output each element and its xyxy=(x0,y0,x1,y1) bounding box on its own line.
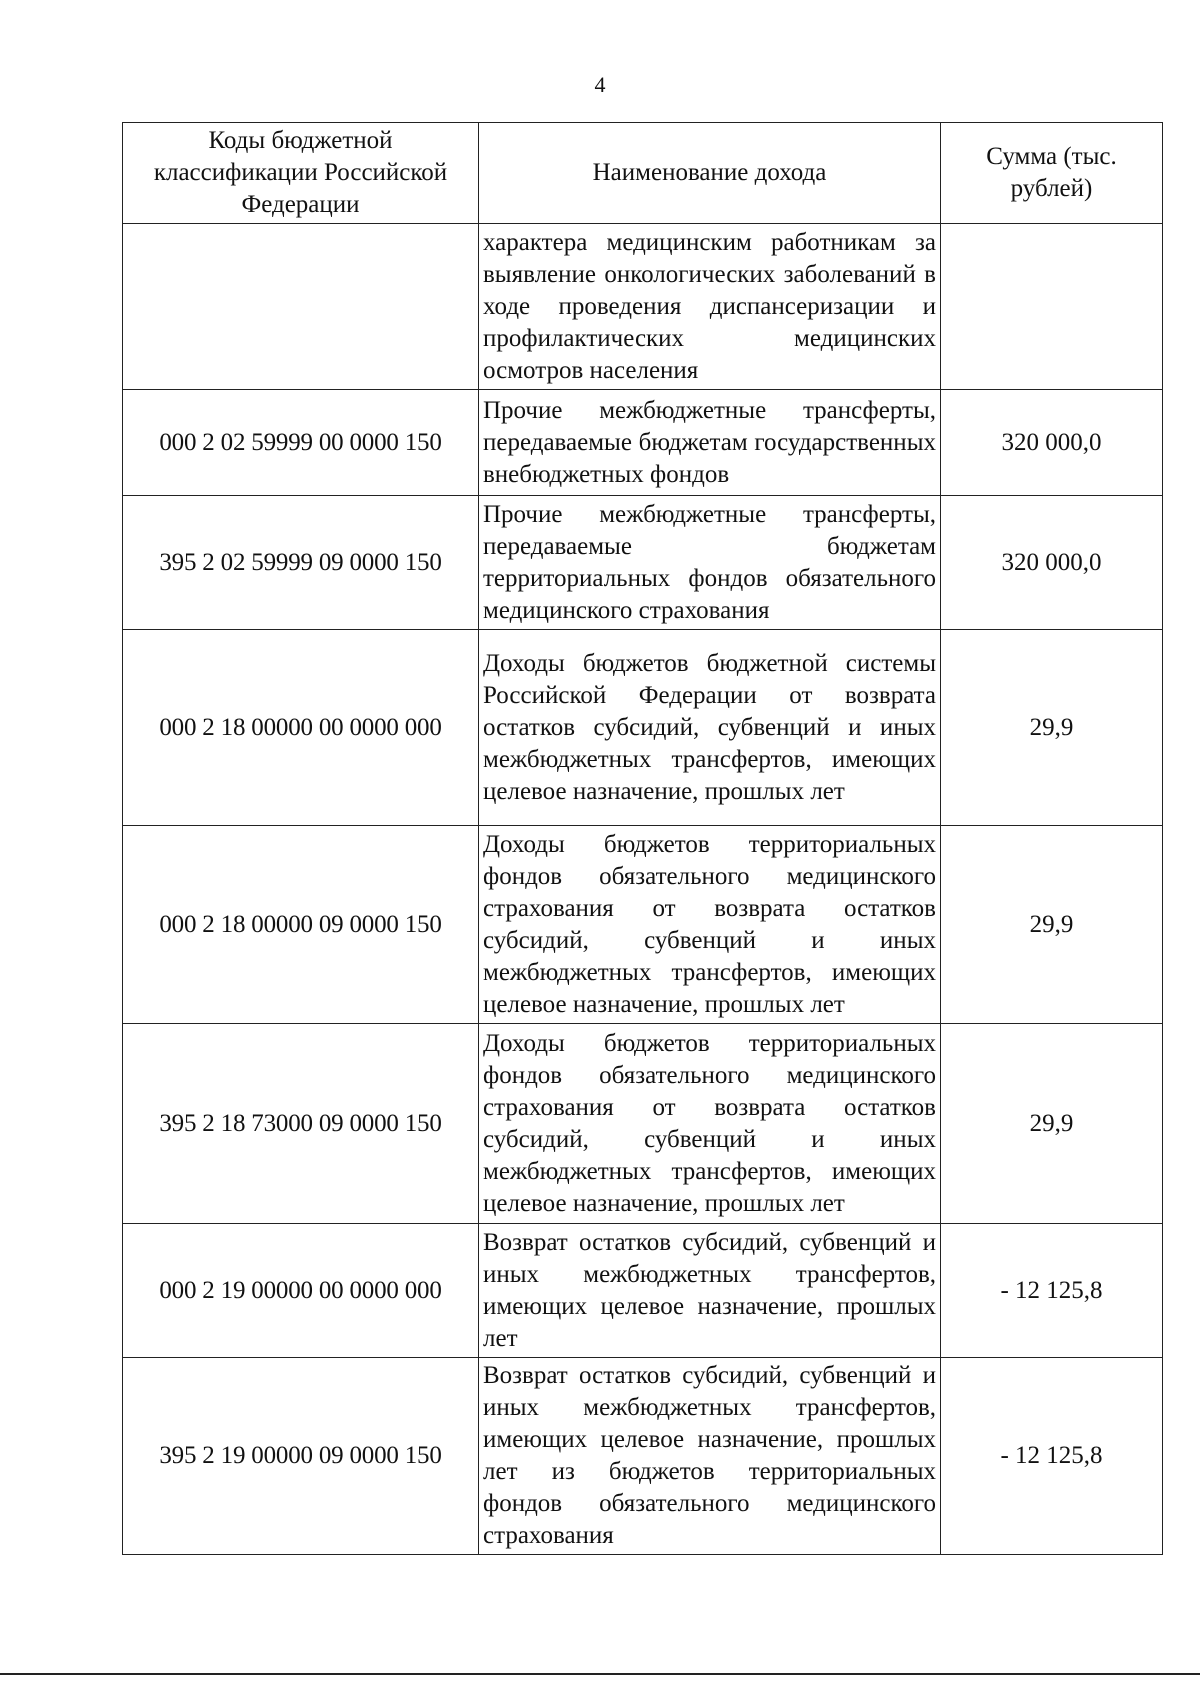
row-name: Доходы бюджетов бюджетной системы Российской Федерации от возврата остатков субсидий, субвенций и иных межбюджетных трансфертов, имеющих целевое назначение, прошлых лет xyxy=(479,630,941,826)
budget-income-table xyxy=(122,122,1163,1555)
table-row xyxy=(123,224,1163,390)
row-code: 000 2 18 00000 09 0000 150 xyxy=(123,826,479,1024)
row-name: характера медицинским работникам за выявление онкологических заболеваний в ходе проведения диспансеризации и профилактических медицинских осмотров населения xyxy=(479,224,941,390)
table-row xyxy=(123,630,1163,826)
row-name: Прочие межбюджетные трансферты, передаваемые бюджетам территориальных фондов обязательного медицинского страхования xyxy=(479,496,941,630)
row-sum: 320 000,0 xyxy=(941,496,1163,630)
header-code: Коды бюджетной классификации Российской Федерации xyxy=(123,123,479,224)
row-code: 395 2 18 73000 09 0000 150 xyxy=(123,1024,479,1224)
row-sum: - 12 125,8 xyxy=(941,1358,1163,1555)
row-sum: 29,9 xyxy=(941,630,1163,826)
row-sum: 29,9 xyxy=(941,1024,1163,1224)
bottom-rule xyxy=(0,1673,1200,1675)
row-code: 395 2 19 00000 09 0000 150 xyxy=(123,1358,479,1555)
row-name: Возврат остатков субсидий, субвенций и иных межбюджетных трансфертов, имеющих целевое назначение, прошлых лет xyxy=(479,1224,941,1358)
row-name: Доходы бюджетов территориальных фондов обязательного медицинского страхования от возврата остатков субсидий, субвенций и иных межбюджетных трансфертов, имеющих целевое назначение, прошлых лет xyxy=(479,826,941,1024)
row-name: Прочие межбюджетные трансферты, передаваемые бюджетам государственных внебюджетных фондов xyxy=(479,390,941,496)
table-row xyxy=(123,390,1163,496)
row-code: 000 2 19 00000 00 0000 000 xyxy=(123,1224,479,1358)
table-row xyxy=(123,1358,1163,1555)
table-row xyxy=(123,826,1163,1024)
row-sum: 320 000,0 xyxy=(941,390,1163,496)
row-sum xyxy=(941,224,1163,390)
row-code: 000 2 02 59999 00 0000 150 xyxy=(123,390,479,496)
row-name: Возврат остатков субсидий, субвенций и иных межбюджетных трансфертов, имеющих целевое назначение, прошлых лет из бюджетов территориальных фондов обязательного медицинского страхования xyxy=(479,1358,941,1555)
row-name: Доходы бюджетов территориальных фондов обязательного медицинского страхования от возврата остатков субсидий, субвенций и иных межбюджетных трансфертов, имеющих целевое назначение, прошлых лет xyxy=(479,1024,941,1224)
table-row xyxy=(123,1024,1163,1224)
row-code: 395 2 02 59999 09 0000 150 xyxy=(123,496,479,630)
row-code xyxy=(123,224,479,390)
row-code: 000 2 18 00000 00 0000 000 xyxy=(123,630,479,826)
header-name: Наименование дохода xyxy=(479,123,941,224)
row-sum: 29,9 xyxy=(941,826,1163,1024)
row-sum: - 12 125,8 xyxy=(941,1224,1163,1358)
page-number: 4 xyxy=(594,72,606,97)
header-sum: Сумма (тыс. рублей) xyxy=(941,123,1163,224)
table-row xyxy=(123,496,1163,630)
table-header-row xyxy=(123,123,1163,224)
table-row xyxy=(123,1224,1163,1358)
